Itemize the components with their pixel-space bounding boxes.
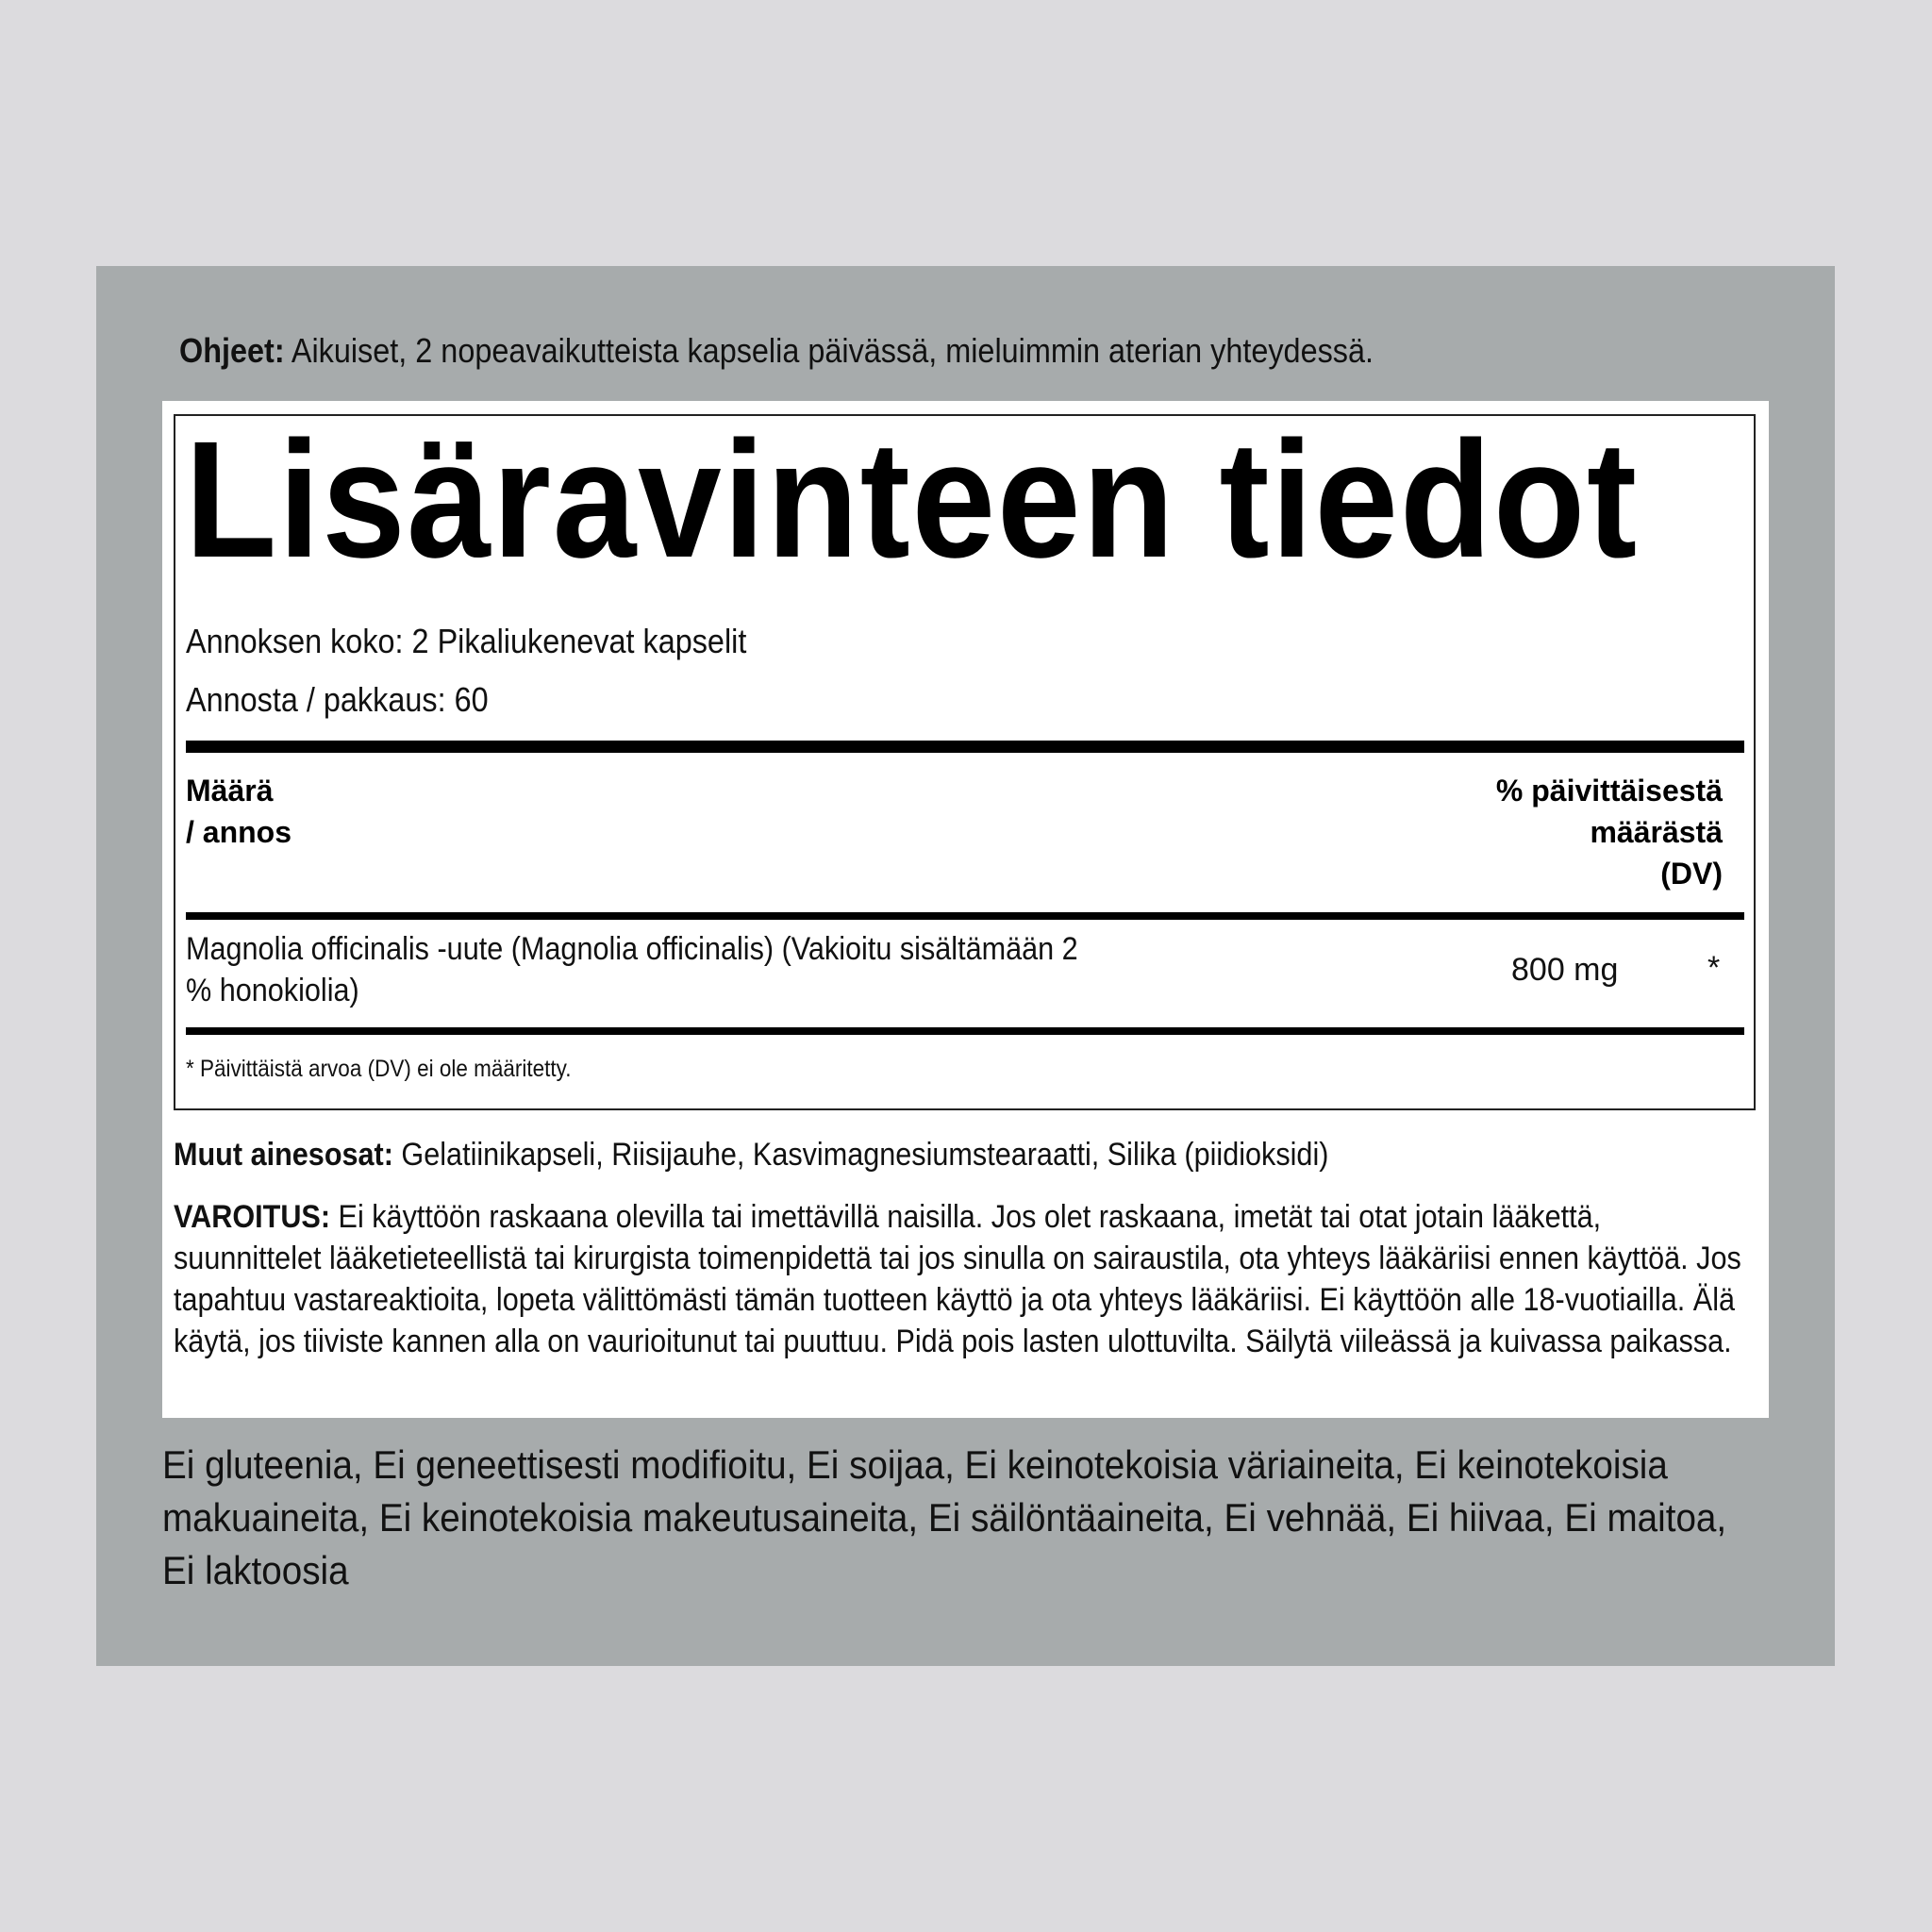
directions-text — [179, 330, 1674, 372]
thick-divider — [186, 741, 1744, 753]
amount-per-serving-header — [186, 770, 469, 853]
header-divider — [186, 912, 1744, 920]
free-from-statement: Ei gluteenia, Ei geneettisesti modifioitu, Ei soijaa, Ei keinotekoisia väriaineita, Ei keinotekoisia makuaineita, Ei keinotekoisia makeutusaineita, Ei säilöntäaineita, Ei vehnää, Ei hiivaa, Ei maitoa, Ei laktoosia — [162, 1442, 1727, 1592]
other-ingredients-label: Muut ainesosat: — [174, 1137, 393, 1173]
amount-header-line-2: / annos — [186, 815, 292, 849]
ingredient-daily-value: * — [1707, 950, 1721, 986]
warning-body: Ei käyttöön raskaana olevilla tai imettävillä naisilla. Jos olet raskaana, imetät tai otat jotain lääkettä, suunnittelet lääketieteellistä tai kirurgista toimenpidettä tai jos sinulla on sairaustila, ota yhteys lääkäriisi ennen käyttöä. Jos tapahtuu vastareaktioita, lopeta välittömästi tämän tuotteen käyttö ja ota yhteys lääkäriisi. Ei käyttöön alle 18-vuotiailla. Älä käytä, jos tiiviste kannen alla on vaurioitunut tai puuttuu. Pidä pois lasten ulottuvilta. Säilytä viileässä ja kuivassa paikassa. — [174, 1199, 1741, 1359]
ingredient-amount: 800 mg — [1511, 952, 1619, 988]
warning-text — [174, 1196, 1753, 1362]
dv-header-line-1: % päivittäisestä — [1495, 774, 1723, 808]
other-ingredients-text: Gelatiinikapseli, Riisijauhe, Kasvimagnesiumstearaatti, Silika (piidioksidi) — [392, 1137, 1329, 1173]
servings-per-container: Annosta / pakkaus: 60 — [186, 680, 489, 719]
serving-size: Annoksen koko: 2 Pikaliukenevat kapselit — [186, 622, 747, 660]
warning-label: VAROITUS: — [174, 1199, 331, 1235]
dv-header-line-2: määrästä — [1590, 815, 1723, 849]
directions-body: Aikuiset, 2 nopeavaikutteista kapselia päivässä, mieluimmin aterian yhteydessä. — [284, 331, 1374, 370]
ingredient-name: Magnolia officinalis -uute (Magnolia officinalis) (Vakioitu sisältämään 2 % honokiolia) — [186, 931, 1078, 1008]
dv-header-line-3: (DV) — [1660, 857, 1723, 891]
other-ingredients — [174, 1134, 1328, 1175]
amount-header-line-1: Määrä — [186, 774, 274, 808]
directions-label: Ohjeet: — [179, 331, 285, 370]
daily-value-header — [1421, 770, 1723, 894]
facts-title: Lisäravinteen tiedot — [185, 408, 1639, 592]
ingredient-divider — [186, 1027, 1744, 1035]
daily-value-footnote: * Päivittäistä arvoa (DV) ei ole määritetty. — [186, 1056, 572, 1082]
